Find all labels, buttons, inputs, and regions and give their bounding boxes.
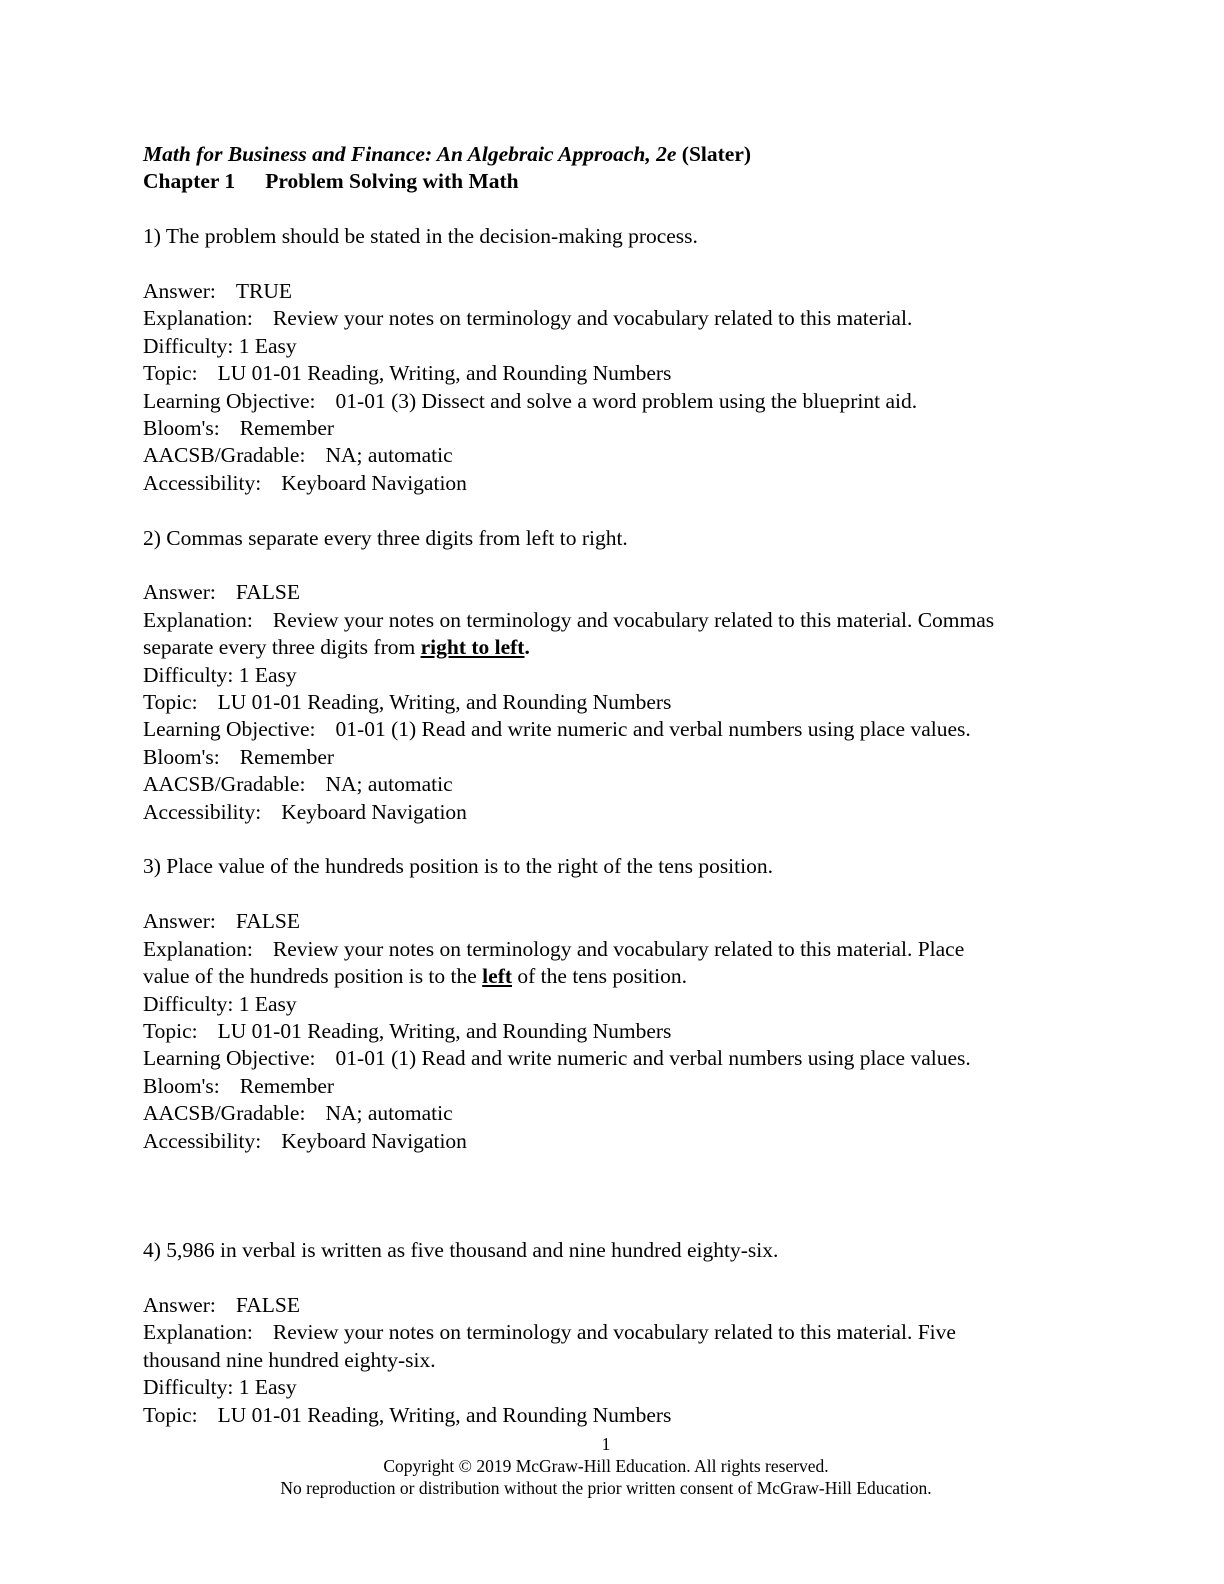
chapter-label: Chapter 1 [143,169,236,194]
page-number: 1 [601,1434,611,1454]
learning-objective-value: 01-01 (3) Dissect and solve a word problem using the blueprint aid. [335,388,918,413]
explanation-line [143,936,1083,963]
question-number: 4) [143,1238,161,1263]
blooms-label: Bloom's: [143,416,220,441]
explanation-label: Explanation: [143,1320,253,1345]
question-text [143,223,1083,250]
accessibility-value: Keyboard Navigation [281,470,467,495]
explanation-text: Review your notes on terminology and vocabulary related to this material. [272,306,913,331]
distribution-notice: No reproduction or distribution without the prior written consent of McGraw-Hill Education. [280,1478,932,1498]
explanation-line [143,305,1083,332]
explanation-line [143,1319,1083,1346]
question-2 [143,525,1083,826]
book-title: Math for Business and Finance: An Algebraic Approach, 2e [143,142,677,166]
accessibility-line [143,1128,1083,1155]
topic-label: Topic: [143,361,198,386]
aacsb-line [143,771,1083,798]
learning-objective-label: Learning Objective: [143,1046,316,1071]
aacsb-label: AACSB/Gradable: [143,1101,306,1126]
learning-objective-value: 01-01 (1) Read and write numeric and verbal numbers using place values. [335,1046,971,1071]
topic-value: LU 01-01 Reading, Writing, and Rounding Numbers [217,1402,672,1427]
answer-value: FALSE [235,909,300,934]
learning-objective-line [143,388,1083,415]
answer-line [143,278,1083,305]
question-4 [143,1237,1083,1429]
aacsb-value: NA; automatic [325,772,453,797]
explanation-text: thousand nine hundred eighty-six. [143,1347,436,1372]
explanation-line [143,607,1083,634]
aacsb-value: NA; automatic [325,1101,453,1126]
explanation-line-continued [143,634,1083,661]
explanation-text-end: of the tens position. [512,964,687,989]
copyright-notice: Copyright © 2019 McGraw-Hill Education. All rights reserved. [383,1456,829,1476]
answer-value: FALSE [235,1292,300,1317]
aacsb-label: AACSB/Gradable: [143,443,306,468]
answer-label: Answer: [143,279,216,303]
topic-value: LU 01-01 Reading, Writing, and Rounding Numbers [217,1018,672,1043]
question-1 [143,223,1083,497]
topic-label: Topic: [143,690,198,715]
explanation-label: Explanation: [143,936,253,961]
blooms-value: Remember [239,416,335,441]
blooms-line [143,415,1083,442]
book-title-line [143,141,1083,168]
question-text [143,853,1083,880]
explanation-text: Review your notes on terminology and vocabulary related to this material. Five [272,1320,956,1345]
aacsb-line [143,442,1083,469]
difficulty-value: 1 Easy [238,662,297,687]
accessibility-label: Accessibility: [143,1128,262,1153]
accessibility-line [143,799,1083,826]
blooms-value: Remember [239,744,335,769]
question-statement: 5,986 in verbal is written as five thousand and nine hundred eighty-six. [166,1238,779,1263]
blooms-label: Bloom's: [143,1073,220,1098]
answer-value: FALSE [235,580,300,605]
learning-objective-line [143,716,1083,743]
question-text [143,1237,1083,1264]
accessibility-value: Keyboard Navigation [281,1128,467,1153]
explanation-line-continued [143,963,1083,990]
answer-label: Answer: [143,909,216,934]
difficulty-line [143,991,1083,1018]
page-footer [0,1433,1212,1499]
book-author: (Slater) [681,142,752,166]
learning-objective-line [143,1045,1083,1072]
explanation-emphasis: left [482,964,513,989]
difficulty-line [143,662,1083,689]
difficulty-label: Difficulty: [143,662,234,687]
learning-objective-label: Learning Objective: [143,717,316,742]
answer-value: TRUE [235,279,292,303]
answer-line [143,579,1083,606]
topic-line [143,1018,1083,1045]
explanation-text: separate every three digits from [143,635,421,660]
explanation-label: Explanation: [143,306,253,331]
difficulty-line [143,333,1083,360]
accessibility-value: Keyboard Navigation [281,799,467,824]
question-statement: The problem should be stated in the decision-making process. [165,224,698,249]
difficulty-value: 1 Easy [238,1375,297,1400]
difficulty-label: Difficulty: [143,1375,234,1400]
difficulty-line [143,1374,1083,1401]
blooms-value: Remember [239,1073,335,1098]
explanation-text: Review your notes on terminology and vocabulary related to this material. Commas [272,607,995,632]
difficulty-value: 1 Easy [238,333,297,358]
explanation-emphasis: right to left [420,635,525,660]
aacsb-line [143,1100,1083,1127]
difficulty-value: 1 Easy [238,991,297,1016]
explanation-text-end: . [524,635,530,660]
difficulty-label: Difficulty: [143,991,234,1016]
topic-value: LU 01-01 Reading, Writing, and Rounding Numbers [217,361,672,386]
topic-line [143,360,1083,387]
question-statement: Place value of the hundreds position is to the right of the tens position. [166,854,773,879]
topic-label: Topic: [143,1018,198,1043]
blooms-line [143,1073,1083,1100]
explanation-text: value of the hundreds position is to the [143,964,483,989]
topic-line [143,689,1083,716]
answer-label: Answer: [143,1292,216,1317]
difficulty-label: Difficulty: [143,333,234,358]
explanation-text: Review your notes on terminology and vocabulary related to this material. Place [272,936,965,961]
topic-line [143,1402,1083,1429]
question-text [143,525,1083,552]
topic-value: LU 01-01 Reading, Writing, and Rounding Numbers [217,690,672,715]
answer-line [143,1292,1083,1319]
answer-line [143,908,1083,935]
accessibility-line [143,470,1083,497]
blooms-line [143,744,1083,771]
document-body [143,141,1083,1429]
blooms-label: Bloom's: [143,744,220,769]
question-number: 3) [143,854,161,879]
answer-label: Answer: [143,580,216,605]
accessibility-label: Accessibility: [143,799,262,824]
topic-label: Topic: [143,1402,198,1427]
learning-objective-value: 01-01 (1) Read and write numeric and verbal numbers using place values. [335,717,971,742]
aacsb-value: NA; automatic [325,443,453,468]
explanation-line-continued [143,1347,1083,1374]
chapter-title: Problem Solving with Math [265,169,519,194]
question-3 [143,853,1083,1154]
aacsb-label: AACSB/Gradable: [143,772,306,797]
question-number: 1) [143,224,161,249]
question-number: 2) [143,525,161,550]
accessibility-label: Accessibility: [143,470,262,495]
chapter-heading [143,168,1083,195]
learning-objective-label: Learning Objective: [143,388,316,413]
question-statement: Commas separate every three digits from left to right. [166,525,628,550]
explanation-label: Explanation: [143,607,253,632]
